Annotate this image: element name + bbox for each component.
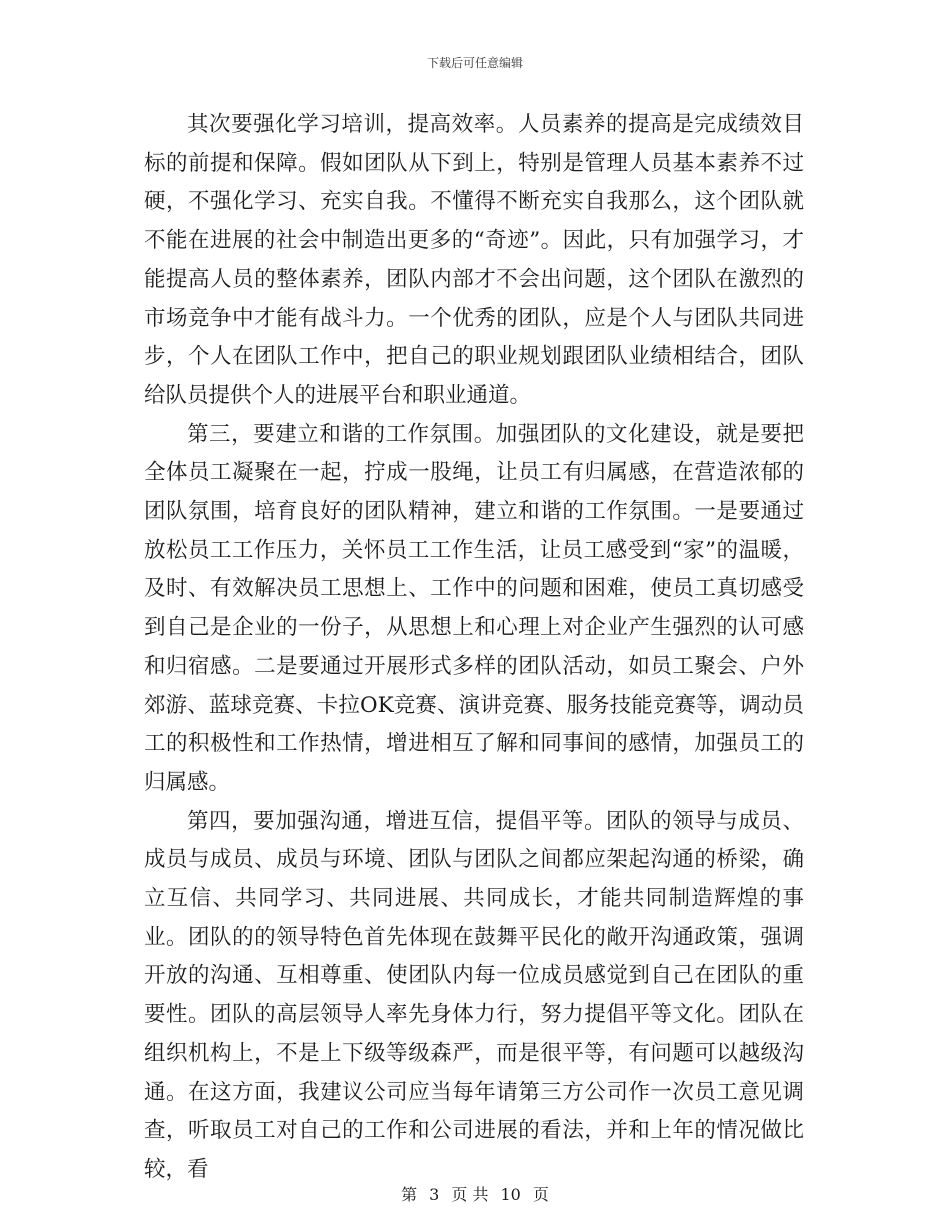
paragraph-communication: 第四，要加强沟通，增进互信，提倡平等。团队的领导与成员、成员与成员、成员与环境、团队与团队之间都应架起沟通的桥梁，确立互信、共同学习、共同进展、共同成长，才能共同制造辉煌的事业。团队的的领导特色首先体现在鼓舞平民化的敞开沟通政策，强调开放的沟通、互相尊重、使团队内每一位成员感觉到自己在团队的重要性。团队的高层领导人率先身体力行，努力提倡平等文化。团队在组织机构上，不是上下级等级森严，而是很平等，有问题可以越级沟通。在这方面，我建议公司应当每年请第三方公司作一次员工意见调查，听取员工对自己的工作和公司进展的看法，并和上年的情况做比较，看 — [144, 808, 804, 1182]
paragraph-learning-training: 其次要强化学习培训，提高效率。人员素养的提高是完成绩效目标的前提和保障。假如团队从下到上，特别是管理人员基本素养不过硬，不强化学习、充实自我。不懂得不断充实自我那么，这个团队就不能在进展的社会中制造出更多的“奇迹”。因此，只有加强学习，才能提高人员的整体素养，团队内部才不会出问题，这个团队在激烈的市场竞争中才能有战斗力。一个优秀的团队，应是个人与团队共同进步，个人在团队工作中，把自己的职业规划跟团队业绩相结合，团队给队员提供个人的进展平台和职业通道。 — [144, 112, 804, 408]
footer-total-pages: 10 — [500, 1185, 521, 1204]
footer-label-end: 页 — [532, 1185, 549, 1204]
footer-label-page: 第 — [401, 1185, 418, 1204]
paragraph-work-atmosphere: 第三，要建立和谐的工作氛围。加强团队的文化建设，就是要把全体员工凝聚在一起，拧成一股绳，让员工有归属感，在营造浓郁的团队氛围，培育良好的团队精神，建立和谐的工作氛围。一是要通过放松员工工作压力，关怀员工工作生活，让员工感受到“家”的温暖，及时、有效解决员工思想上、工作中的问题和困难，使员工真切感受到自己是企业的一份子，从思想上和心理上对企业产生强烈的认可感和归宿感。二是要通过开展形式多样的团队活动，如员工聚会、户外郊游、蓝球竞赛、卡拉OK竞赛、演讲竞赛、服务技能竞赛等，调动员工的积极性和工作热情，增进相互了解和同事间的感情，加强员工的归属感。 — [144, 421, 804, 795]
page-footer — [0, 1182, 950, 1205]
footer-current-page: 3 — [429, 1185, 440, 1204]
document-body — [144, 106, 804, 1190]
footer-label-of: 页 共 — [451, 1185, 489, 1204]
page-header: 下载后可任意编辑 — [426, 56, 523, 70]
